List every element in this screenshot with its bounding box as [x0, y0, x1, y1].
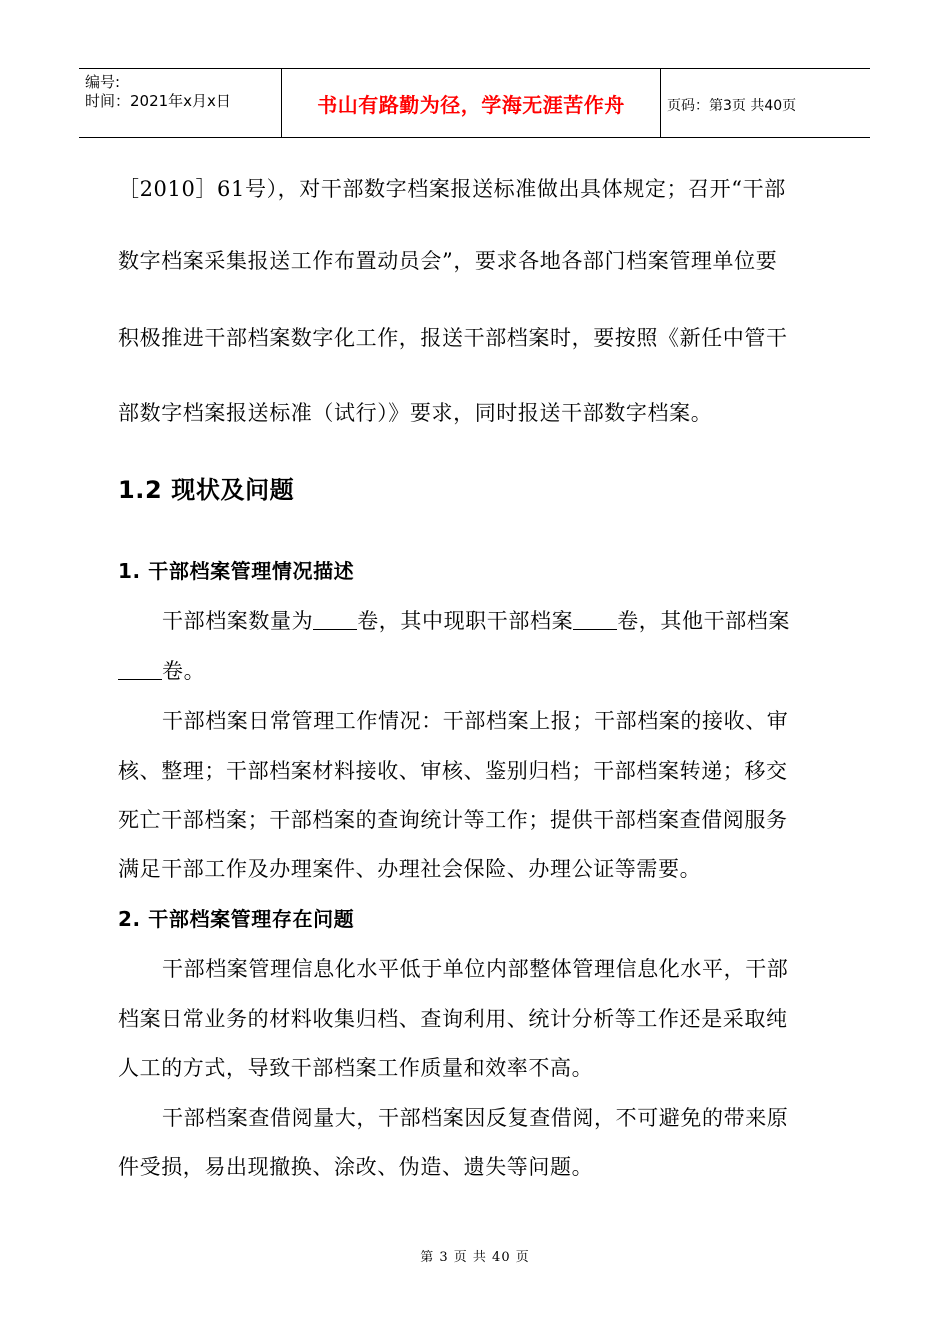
paragraph-line: 部数字档案报送标准（试行）》要求，同时报送干部数字档案。: [118, 401, 713, 425]
header-number-label: 编号:: [85, 73, 121, 91]
paragraph-line: 核、整理；干部档案材料接收、审核、鉴别归档；干部档案转递；移交: [118, 759, 788, 783]
text-fragment: 卷。: [162, 659, 206, 683]
paragraph-line: 干部档案日常管理工作情况：干部档案上报；干部档案的接收、审: [162, 709, 789, 733]
paragraph-line: 干部档案查借阅量大，干部档案因反复查借阅，不可避免的带来原: [162, 1106, 789, 1130]
subsection-heading-2: 2. 干部档案管理存在问题: [118, 907, 355, 931]
fill-blank: [573, 611, 617, 630]
paragraph-line: [118, 605, 876, 635]
text-fragment: 卷，其中现职干部档案: [357, 609, 574, 633]
paragraph-line: 件受损，易出现撤换、涂改、伪造、遗失等问题。: [118, 1155, 594, 1179]
text-fragment: 卷，其他干部档案: [617, 609, 791, 633]
header-motto: 书山有路勤为径，学海无涯苦作舟: [281, 69, 661, 137]
header-meta: [85, 73, 231, 111]
page-header: [79, 68, 870, 138]
header-page-info: 页码：第3页 共40页: [667, 98, 797, 114]
fill-blank: [118, 661, 162, 680]
fill-blank: [313, 611, 357, 630]
header-date: 时间：2021年x月x日: [85, 92, 231, 110]
page-footer: 第 3 页 共 40 页: [420, 1250, 530, 1265]
paragraph-line: 数字档案采集报送工作布置动员会”，要求各地各部门档案管理单位要: [118, 249, 778, 273]
paragraph-line: [118, 655, 832, 685]
paragraph-line: 人工的方式，导致干部档案工作质量和效率不高。: [118, 1056, 594, 1080]
paragraph-line: 死亡干部档案；干部档案的查询统计等工作；提供干部档案查借阅服务: [118, 808, 788, 832]
section-heading: 1.2 现状及问题: [118, 476, 295, 504]
paragraph-line: 档案日常业务的材料收集归档、查询利用、统计分析等工作还是采取纯: [118, 1007, 788, 1031]
subsection-heading-1: 1. 干部档案管理情况描述: [118, 559, 355, 583]
paragraph-line: 干部档案管理信息化水平低于单位内部整体管理信息化水平，干部: [162, 957, 789, 981]
paragraph-line: 积极推进干部档案数字化工作，报送干部档案时，要按照《新任中管干: [118, 326, 788, 350]
paragraph-line: 满足干部工作及办理案件、办理社会保险、办理公证等需要。: [118, 857, 702, 881]
text-fragment: 干部档案数量为: [162, 609, 314, 633]
paragraph-line: ［2010］61号），对干部数字档案报送标准做出具体规定；召开“干部: [118, 177, 786, 201]
